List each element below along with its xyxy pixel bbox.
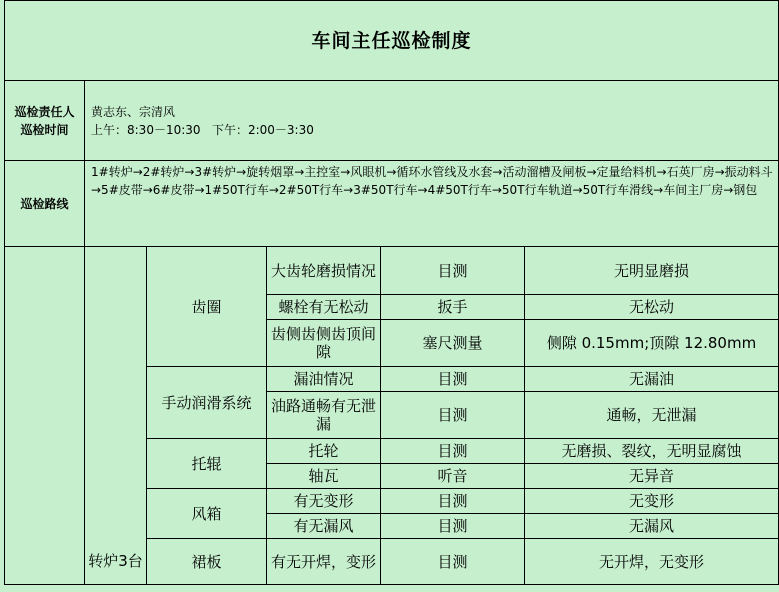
route-label: 巡检路线: [5, 161, 85, 247]
item-cell: 油路通畅有无泄漏: [267, 392, 381, 439]
category-cell: [5, 247, 85, 585]
item-cell: 螺栓有无松动: [267, 295, 381, 320]
standard-cell: 无明显磨损: [525, 247, 779, 295]
responsible-value-cell: [85, 81, 779, 161]
method-cell: 目测: [381, 247, 525, 295]
time-value: 上午：8:30－10:30 下午：2:00－3:30: [91, 122, 314, 137]
standard-cell: 无变形: [525, 489, 779, 514]
item-cell: 有无变形: [267, 489, 381, 514]
item-cell: 轴瓦: [267, 464, 381, 489]
item-cell: 托轮: [267, 439, 381, 464]
method-cell: 目测: [381, 439, 525, 464]
standard-cell: 通畅，无泄漏: [525, 392, 779, 439]
method-cell: 塞尺测量: [381, 320, 525, 367]
route-value: 1#转炉→2#转炉→3#转炉→旋转烟罩→主控室→风眼机→循环水管线及水套→活动溜槽及闸板→定量给料机→石英厂房→振动料斗→5#皮带→6#皮带→1#50T行车→2#50T行车→3#50T行车→4#50T行车→50T行车轨道→50T行车滑线→车间主厂房→钢包: [85, 161, 779, 247]
time-label: 巡检时间: [20, 122, 69, 137]
part-cell: 齿圈: [147, 247, 267, 367]
method-cell: 目测: [381, 392, 525, 439]
method-cell: 目测: [381, 367, 525, 392]
item-cell: 有无漏风: [267, 514, 381, 539]
equipment-cell: 转炉3台: [85, 247, 147, 585]
standard-cell: 无漏风: [525, 514, 779, 539]
responsible-label: 巡检责任人: [14, 104, 75, 119]
standard-cell: 侧隙 0.15mm;顶隙 12.80mm: [525, 320, 779, 367]
part-cell: 手动润滑系统: [147, 367, 267, 439]
method-cell: 扳手: [381, 295, 525, 320]
part-cell: 托辊: [147, 439, 267, 489]
method-cell: 目测: [381, 539, 525, 585]
method-cell: 听音: [381, 464, 525, 489]
item-cell: 齿侧齿侧齿顶间隙: [267, 320, 381, 367]
responsible-value: 黄志东、宗清风: [91, 104, 176, 119]
method-cell: 目测: [381, 489, 525, 514]
item-cell: 有无开焊，变形: [267, 539, 381, 585]
part-cell: 风箱: [147, 489, 267, 539]
item-cell: 大齿轮磨损情况: [267, 247, 381, 295]
method-cell: 目测: [381, 514, 525, 539]
page-title: 车间主任巡检制度: [5, 1, 779, 81]
item-cell: 漏油情况: [267, 367, 381, 392]
standard-cell: 无漏油: [525, 367, 779, 392]
inspection-table: [4, 0, 779, 585]
standard-cell: 无松动: [525, 295, 779, 320]
standard-cell: 无开焊，无变形: [525, 539, 779, 585]
responsible-label-cell: [5, 81, 85, 161]
part-cell: 裙板: [147, 539, 267, 585]
standard-cell: 无异音: [525, 464, 779, 489]
standard-cell: 无磨损、裂纹，无明显腐蚀: [525, 439, 779, 464]
